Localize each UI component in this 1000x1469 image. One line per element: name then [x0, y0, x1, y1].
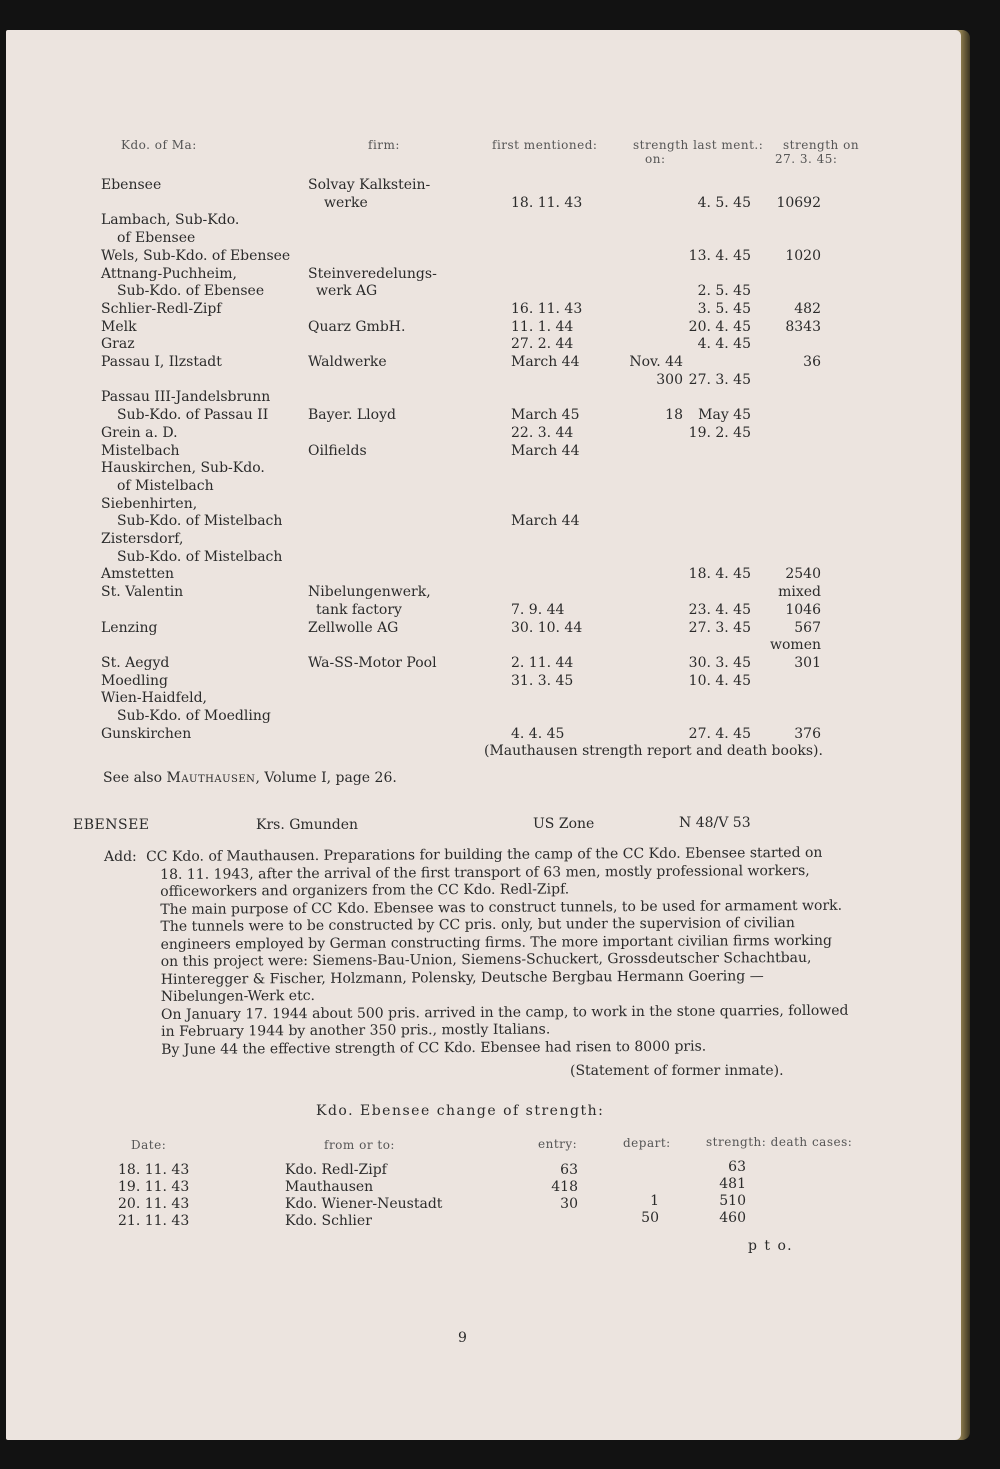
row-sl-pre: 300: [656, 371, 683, 388]
row-firm: Bayer. Lloyd: [308, 407, 396, 424]
row-first: 27. 2. 44: [511, 336, 574, 353]
header-strength-on-2: 27. 3. 45:: [775, 152, 838, 166]
row-sl: 4. 5. 45: [697, 194, 751, 211]
row-first: March 45: [511, 407, 580, 424]
row-first: 4. 4. 45: [511, 725, 565, 742]
row-name: Graz: [101, 336, 135, 353]
row-sl: 27. 4. 45: [688, 725, 751, 742]
row-so: 376: [794, 725, 821, 742]
change-cell-from: Kdo. Schlier: [285, 1213, 372, 1230]
row-first: 18. 11. 43: [511, 194, 583, 211]
row-so: mixed: [778, 584, 821, 601]
row-name: Passau III-Jandelsbrunn: [101, 389, 271, 406]
header-strength-last-2: on:: [645, 152, 666, 166]
row-first: 7. 9. 44: [511, 601, 565, 618]
row-name: Hauskirchen, Sub-Kdo.: [101, 460, 265, 477]
row-name: Sub-Kdo. of Ebensee: [117, 283, 265, 300]
row-name: Siebenhirten,: [101, 495, 198, 512]
row-name: St. Valentin: [101, 584, 184, 601]
row-name: of Ebensee: [117, 230, 196, 247]
row-name: Attnang-Puchheim,: [101, 265, 237, 282]
row-sl: 3. 5. 45: [697, 300, 751, 317]
row-name: Wien-Haidfeld,: [101, 690, 208, 707]
row-name: Ebensee: [101, 177, 162, 193]
row-name: Passau I, Ilzstadt: [101, 354, 222, 370]
row-sl: 10. 4. 45: [688, 672, 751, 689]
row-so: 482: [794, 300, 821, 317]
row-firm: tank factory: [316, 601, 402, 618]
change-header-entry: entry:: [538, 1137, 578, 1151]
entry-grid: N 48/V 53: [679, 815, 751, 831]
row-name: Amstetten: [101, 566, 175, 583]
change-header-strength: strength: death cases:: [706, 1135, 853, 1149]
pto: p t o.: [748, 1238, 794, 1254]
see-also-suffix: , Volume I, page 26.: [255, 770, 397, 786]
row-name: Sub-Kdo. of Mistelbach: [117, 548, 283, 565]
entry-text: [146, 845, 849, 1059]
row-sl: May 45: [698, 407, 751, 424]
paragraph-2: The main purpose of CC Kdo. Ebensee was to construct tunnels, to be used for armament work. The tunnels were to be constructed by CC pris. only, but under the supervision of civilian engineers employed by German constructing firms. The more important civilian firms working on this project were: Siemens-Bau-Union, Siemens-Schuckert, Grossdeutscher Schachtbau, Hinteregger & Fischer, Holzmann, Polensky, Deutsche Bergbau Hermann Goering — Nibelungen-Werk etc.: [160, 897, 843, 1005]
row-sl-pre: 18: [665, 407, 683, 424]
row-firm: Steinveredelungs-: [308, 265, 437, 282]
row-so: 10692: [776, 194, 821, 211]
row-name: Mistelbach: [101, 442, 180, 459]
row-name: Moedling: [101, 672, 168, 689]
change-cell-depart: 50: [641, 1210, 659, 1227]
row-so: 36: [803, 354, 821, 370]
row-sl: 23. 4. 45: [688, 601, 751, 618]
row-first: 31. 3. 45: [511, 672, 574, 689]
row-name: Schlier-Redl-Zipf: [101, 300, 222, 317]
row-sl: 30. 3. 45: [688, 654, 751, 671]
change-cell-from: Kdo. Redl-Zipf: [285, 1162, 387, 1178]
row-so: women: [770, 637, 821, 654]
row-sl: 2. 5. 45: [697, 283, 751, 300]
header-firm: firm:: [368, 138, 400, 152]
row-name: Sub-Kdo. of Moedling: [117, 708, 271, 724]
change-header-from: from or to:: [324, 1138, 395, 1152]
row-so: 1046: [785, 601, 821, 618]
change-header-date: Date:: [131, 1138, 167, 1152]
header-strength-last-1: strength last ment.:: [633, 138, 764, 152]
change-cell-strength: 460: [719, 1210, 746, 1227]
header-first-mentioned: first mentioned:: [492, 138, 598, 152]
row-so: 567: [794, 619, 821, 636]
row-name: Sub-Kdo. of Passau II: [117, 407, 269, 424]
change-cell-from: Kdo. Wiener-Neustadt: [285, 1196, 443, 1213]
row-firm: Quarz GmbH.: [308, 318, 406, 335]
page-number: 9: [458, 1330, 467, 1346]
header-strength-on-1: strength on: [783, 138, 860, 152]
row-first: 30. 10. 44: [511, 619, 583, 636]
row-firm: Waldwerke: [308, 354, 387, 370]
see-also-ref: Mauthausen: [166, 770, 256, 786]
row-firm: werk AG: [316, 283, 378, 300]
entry-zone: US Zone: [533, 816, 595, 832]
change-cell-strength: 481: [719, 1176, 746, 1193]
row-firm: werke: [324, 194, 368, 211]
row-name: Sub-Kdo. of Mistelbach: [117, 513, 283, 530]
row-first: 16. 11. 43: [511, 300, 583, 317]
change-cell-from: Mauthausen: [285, 1179, 374, 1196]
paragraph-1: CC Kdo. of Mauthausen. Preparations for building the camp of the CC Kdo. Ebensee started on 18. 11. 1943, after the arrival of the first transport of 63 men, mostly professional workers, officeworkers and organizers from the CC Kdo. Redl-Zipf.: [146, 844, 823, 900]
row-name: St. Aegyd: [101, 654, 170, 671]
source-note: (Mauthausen strength report and death books).: [484, 743, 823, 759]
row-first: March 44: [511, 442, 580, 459]
change-cell-depart: 1: [650, 1193, 659, 1210]
row-first: 11. 1. 44: [511, 318, 574, 335]
row-sl: 27. 3. 45: [688, 371, 751, 388]
entry-statement: (Statement of former inmate).: [570, 1063, 784, 1079]
row-sl: 4. 4. 45: [697, 336, 751, 353]
change-cell-strength: 63: [728, 1159, 746, 1175]
document-page: [6, 30, 961, 1440]
row-firm: Solvay Kalkstein-: [308, 177, 431, 193]
entry-title: EBENSEE: [73, 817, 150, 833]
row-name: of Mistelbach: [117, 477, 214, 494]
entry-district: Krs. Gmunden: [256, 817, 358, 833]
change-cell-entry: 418: [551, 1179, 578, 1196]
row-so: 1020: [785, 247, 821, 264]
row-firm: Oilfields: [308, 442, 367, 459]
row-sl-pre: Nov. 44: [629, 354, 683, 370]
row-first: 22. 3. 44: [511, 424, 574, 441]
paragraph-3: On January 17. 1944 about 500 pris. arrived in the camp, to work in the stone quarries, followed in February 1944 by another 350 pris., mostly Italians.: [160, 1002, 849, 1040]
row-name: Lambach, Sub-Kdo.: [101, 212, 240, 229]
row-name: Grein a. D.: [101, 424, 178, 441]
row-name: Gunskirchen: [101, 725, 192, 742]
add-label: Add:: [104, 849, 137, 865]
row-firm: Wa-SS-Motor Pool: [308, 654, 437, 671]
see-also: [103, 770, 397, 788]
row-sl: 13. 4. 45: [688, 247, 751, 264]
row-first: March 44: [511, 513, 580, 530]
see-also-prefix: See also: [103, 770, 167, 786]
row-firm: Nibelungenwerk,: [308, 584, 431, 601]
row-sl: 18. 4. 45: [688, 566, 751, 583]
paragraph-4: By June 44 the effective strength of CC Kdo. Ebensee had risen to 8000 pris.: [161, 1038, 707, 1058]
change-cell-date: 21. 11. 43: [118, 1213, 190, 1230]
change-title: Kdo. Ebensee change of strength:: [316, 1103, 605, 1119]
row-name: Wels, Sub-Kdo. of Ebensee: [101, 247, 291, 264]
row-name: Melk: [101, 318, 137, 335]
change-cell-entry: 30: [560, 1196, 578, 1213]
change-cell-entry: 63: [560, 1162, 578, 1178]
change-cell-date: 20. 11. 43: [118, 1196, 190, 1213]
row-sl: 19. 2. 45: [688, 424, 751, 441]
change-cell-strength: 510: [719, 1193, 746, 1210]
row-name: Lenzing: [101, 619, 158, 636]
row-first: March 44: [511, 354, 580, 370]
change-cell-date: 18. 11. 43: [118, 1162, 190, 1178]
row-firm: Zellwolle AG: [308, 619, 399, 636]
change-header-depart: depart:: [623, 1136, 671, 1150]
change-cell-date: 19. 11. 43: [118, 1179, 190, 1196]
row-so: 2540: [785, 566, 821, 583]
row-sl: 27. 3. 45: [688, 619, 751, 636]
header-kdo: Kdo. of Ma:: [121, 138, 197, 152]
row-so: 8343: [785, 318, 821, 335]
row-sl: 20. 4. 45: [688, 318, 751, 335]
row-so: 301: [794, 654, 821, 671]
row-first: 2. 11. 44: [511, 654, 574, 671]
row-name: Zistersdorf,: [101, 531, 184, 547]
